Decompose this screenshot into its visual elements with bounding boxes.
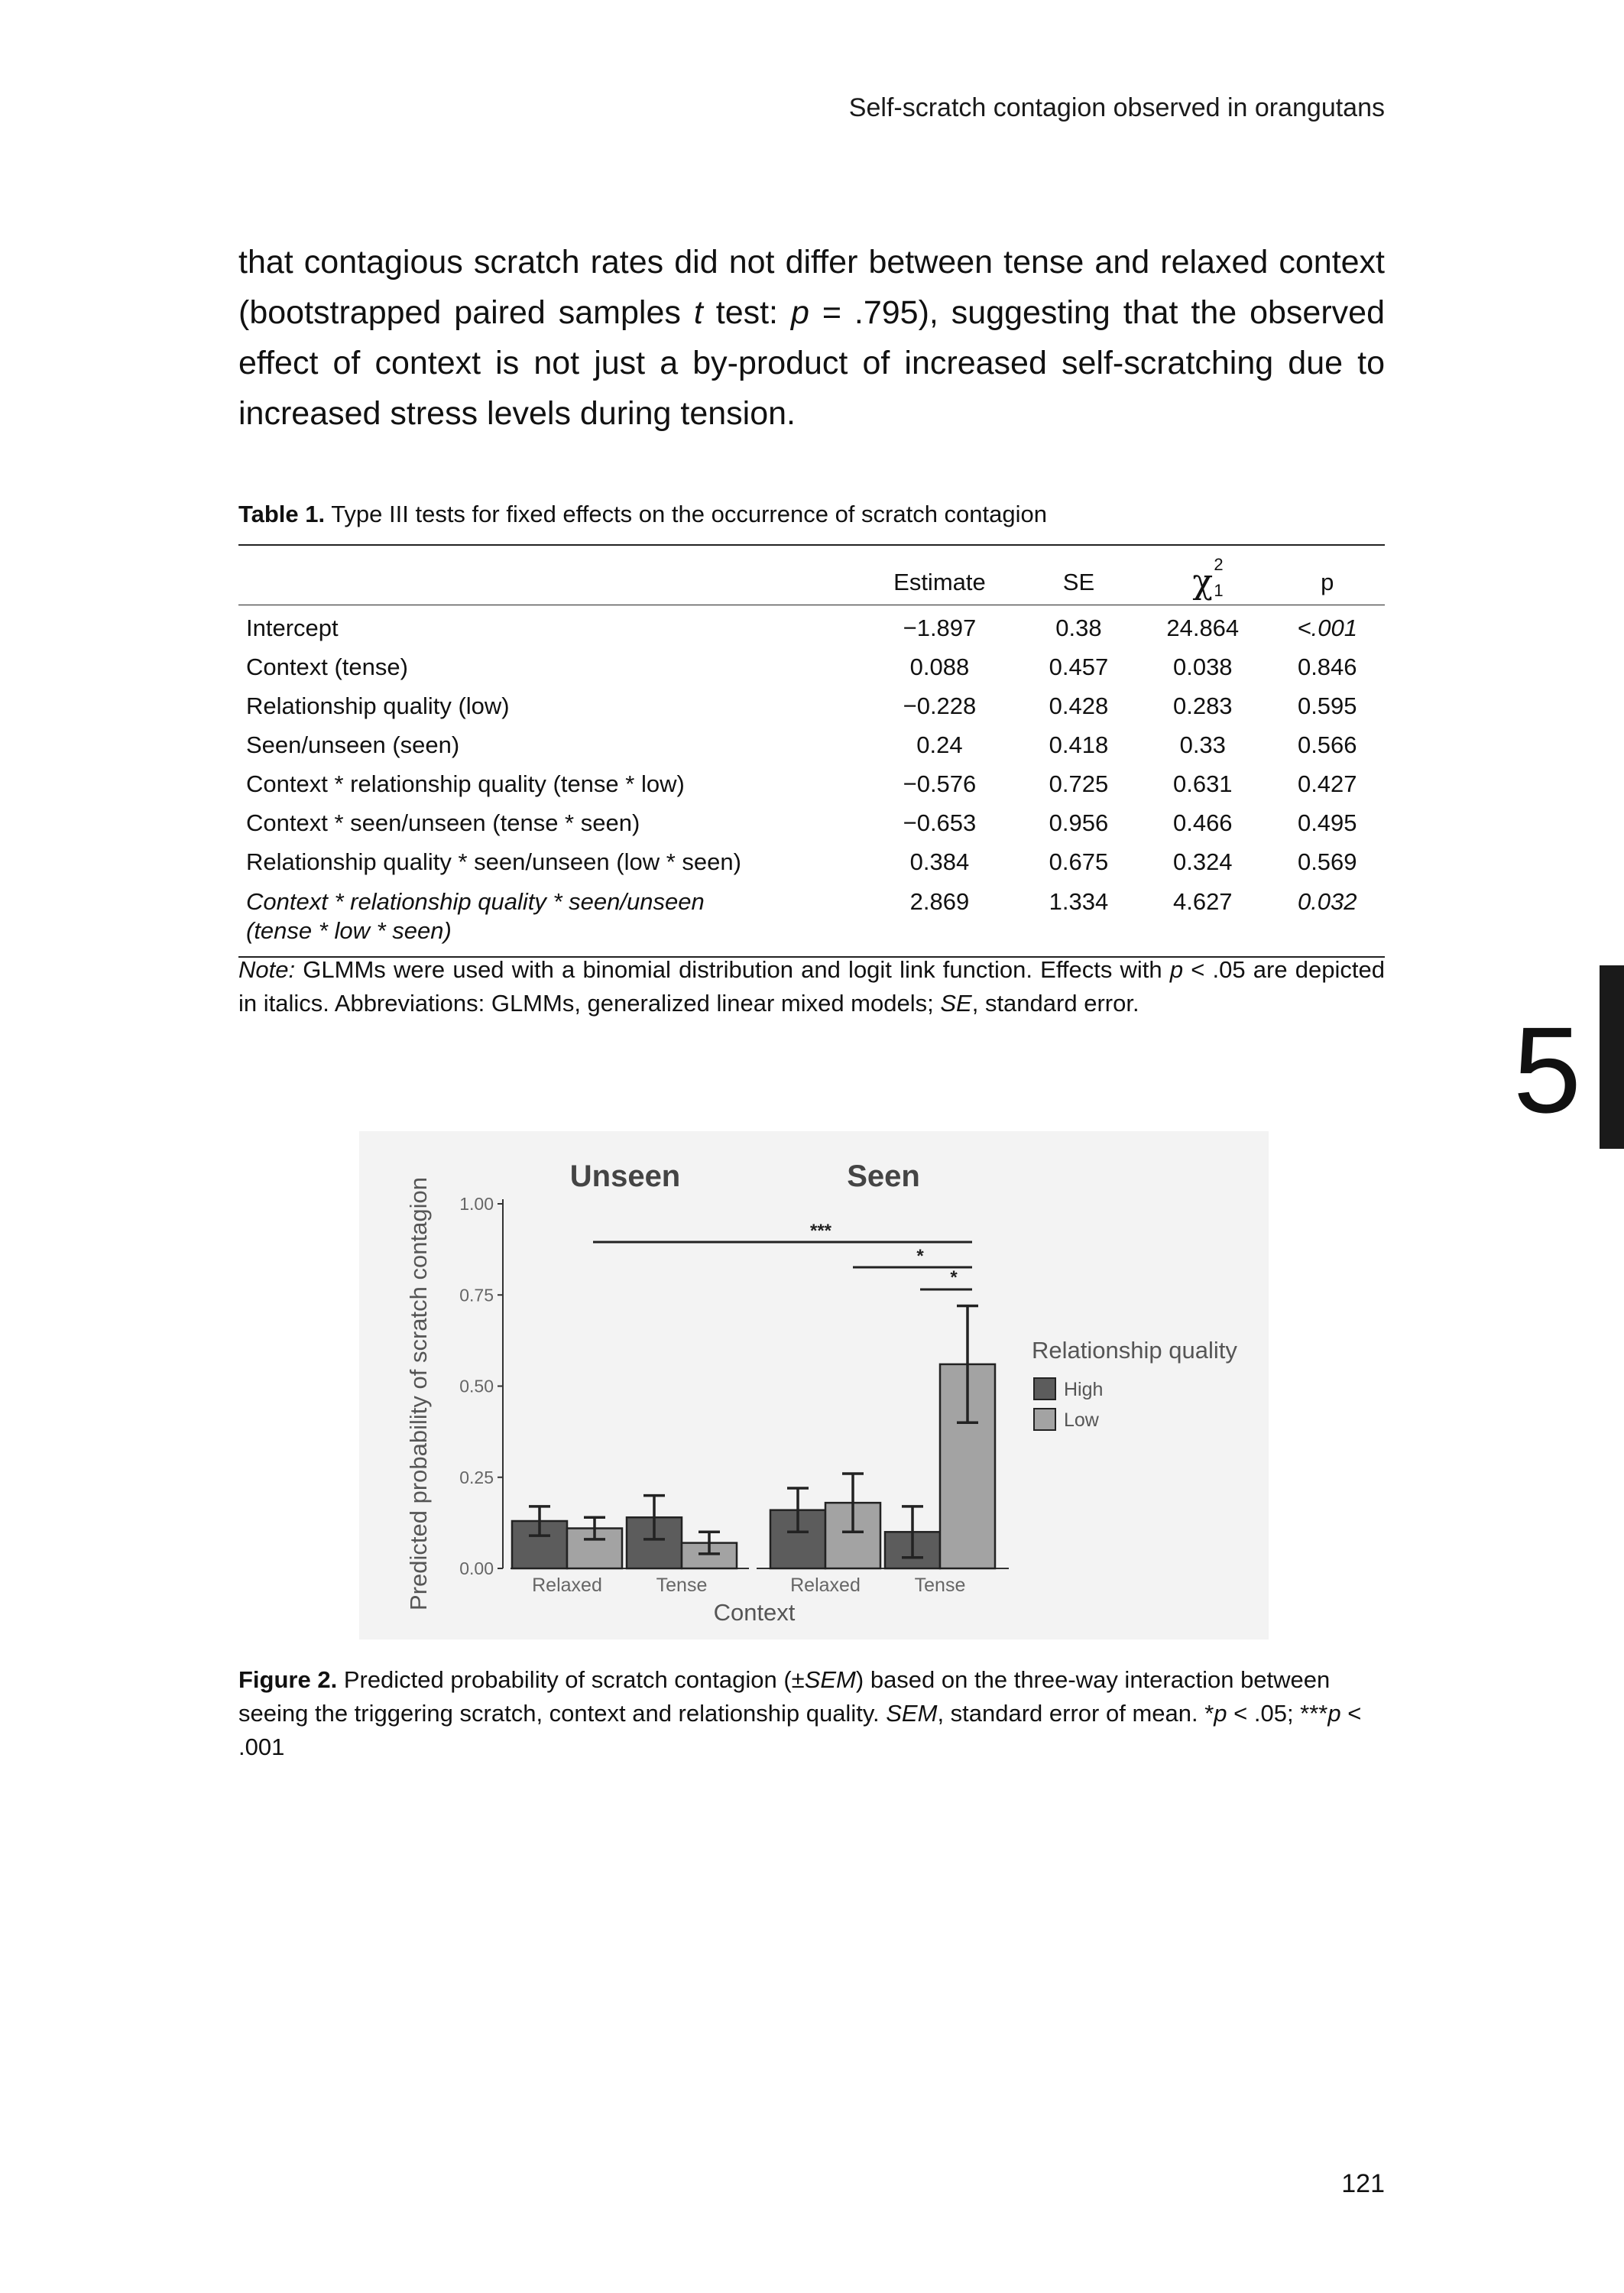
row-effect: Intercept	[246, 615, 339, 641]
row-se: 0.725	[1049, 770, 1109, 797]
y-tick-label: 0.50	[459, 1376, 494, 1396]
chapter-number: 5	[1513, 1001, 1581, 1138]
row-chi: 0.324	[1172, 848, 1233, 875]
figure-caption-text-3: , standard error of mean. *	[937, 1700, 1214, 1727]
chi-subscript: 1	[1214, 581, 1224, 600]
header-chi-square	[1136, 545, 1269, 605]
figure-caption	[238, 1663, 1385, 1764]
y-tick-label: 0.25	[459, 1467, 494, 1487]
y-tick-label: 0.75	[459, 1285, 494, 1305]
header-estimate: Estimate	[857, 545, 1022, 605]
row-estimate: 0.384	[909, 848, 970, 875]
row-estimate: −0.653	[903, 809, 977, 836]
row-effect: Relationship quality (low)	[246, 692, 510, 719]
table-note-se: SE	[940, 990, 972, 1017]
row-se: 0.457	[1049, 654, 1109, 680]
table-note-p: p	[1169, 956, 1184, 983]
paragraph-text-2: test:	[702, 294, 791, 331]
row-estimate: −0.228	[903, 692, 977, 719]
chi-symbol: χ	[1192, 563, 1214, 602]
body-paragraph	[238, 237, 1385, 439]
row-se: 0.675	[1049, 848, 1109, 875]
figure-caption-text-2: ) based on the three-way interaction between seeing the triggering scratch, context and relationship quality.	[238, 1666, 1331, 1727]
row-chi: 24.864	[1166, 615, 1240, 641]
legend-label-high: High	[1064, 1379, 1104, 1400]
row-chi: 4.627	[1172, 888, 1233, 915]
row-se: 1.334	[1049, 888, 1109, 915]
y-tick-label: 0.00	[459, 1558, 494, 1578]
table-row	[238, 766, 1385, 805]
legend-swatch-low	[1034, 1409, 1055, 1430]
running-head: Self-scratch contagion observed in orangutans	[848, 93, 1385, 122]
table-header-row	[238, 545, 1385, 605]
table-note-label: Note:	[238, 956, 296, 983]
figure-caption-label: Figure 2.	[238, 1666, 338, 1693]
x-tick-label: Relaxed	[790, 1575, 861, 1596]
row-chi: 0.466	[1172, 809, 1233, 836]
fixed-effects-table	[238, 544, 1385, 958]
chapter-tab-bar	[1600, 965, 1624, 1149]
row-p: <.001	[1297, 615, 1357, 641]
table-row	[238, 649, 1385, 688]
paragraph-p-italic: p	[790, 294, 809, 331]
row-effect-line-1: Context * relationship quality * seen/unseen	[246, 888, 705, 915]
row-se: 0.428	[1049, 692, 1109, 719]
bar-chart	[359, 1131, 1269, 1639]
row-effect: Context * seen/unseen (tense * seen)	[246, 809, 640, 836]
table-row	[238, 605, 1385, 650]
page-number: 121	[1341, 2169, 1385, 2198]
row-p: 0.427	[1297, 770, 1357, 797]
row-se: 0.418	[1049, 731, 1109, 758]
table-row	[238, 883, 1385, 957]
row-se: 0.956	[1049, 809, 1109, 836]
table-note-text-3: , standard error.	[971, 990, 1139, 1017]
row-p: 0.495	[1297, 809, 1357, 836]
figure-2	[359, 1131, 1269, 1639]
row-p: 0.569	[1297, 848, 1357, 875]
row-chi: 0.038	[1172, 654, 1233, 680]
x-tick-label: Tense	[656, 1575, 708, 1596]
significance-label: *	[916, 1246, 924, 1267]
row-effect: Context * relationship quality (tense * low)	[246, 770, 685, 797]
figure-caption-text-1: Predicted probability of scratch contagion (±	[337, 1666, 805, 1693]
legend-title: Relationship quality	[1032, 1337, 1237, 1364]
row-effect: Seen/unseen (seen)	[246, 731, 460, 758]
table-row	[238, 727, 1385, 766]
figure-caption-sem-1: SEM	[804, 1666, 856, 1693]
x-tick-label: Tense	[914, 1575, 966, 1596]
row-p: 0.846	[1297, 654, 1357, 680]
row-effect	[238, 883, 857, 957]
row-p: 0.032	[1297, 888, 1357, 915]
row-p: 0.595	[1297, 692, 1357, 719]
row-chi: 0.631	[1172, 770, 1233, 797]
table-row	[238, 844, 1385, 883]
paragraph-t-italic: t	[693, 294, 703, 331]
legend-label-low: Low	[1064, 1409, 1099, 1431]
table-row	[238, 805, 1385, 844]
figure-caption-p-2: p	[1327, 1700, 1341, 1727]
table-note-text-1: GLMMs were used with a binomial distribution and logit link function. Effects with	[295, 956, 1170, 983]
row-chi: 0.283	[1172, 692, 1233, 719]
row-effect-line-2: (tense * low * seen)	[246, 917, 452, 944]
row-effect: Relationship quality * seen/unseen (low * seen)	[246, 848, 741, 875]
paragraph-text-1: that contagious scratch rates did not differ between tense and relaxed context (bootstrapped paired samples	[238, 244, 1385, 331]
row-estimate: 0.088	[909, 654, 970, 680]
significance-label: *	[950, 1267, 958, 1288]
header-se: SE	[1022, 545, 1136, 605]
header-effect	[238, 545, 857, 605]
table-note	[238, 953, 1385, 1020]
y-tick-label: 1.00	[459, 1194, 494, 1214]
table-caption	[238, 501, 1385, 528]
panel-title-unseen: Unseen	[569, 1159, 681, 1193]
panel-title-seen: Seen	[847, 1159, 920, 1193]
table-row	[238, 688, 1385, 727]
row-estimate: 2.869	[909, 888, 970, 915]
y-axis-title: Predicted probability of scratch contagion	[405, 1177, 432, 1610]
figure-caption-sem-2: SEM	[886, 1700, 938, 1727]
row-estimate: 0.24	[916, 731, 963, 758]
row-se: 0.38	[1055, 615, 1102, 641]
row-estimate: −1.897	[903, 615, 977, 641]
row-chi: 0.33	[1179, 731, 1226, 758]
figure-caption-text-4: < .05; ***	[1227, 1700, 1328, 1727]
header-p: p	[1270, 545, 1386, 605]
figure-caption-p-1: p	[1214, 1700, 1227, 1727]
table-note-text-2: < .05 are depicted in italics. Abbreviations: GLMMs, generalized linear mixed models;	[238, 956, 1385, 1017]
row-estimate: −0.576	[903, 770, 977, 797]
paragraph-text-3: = .795), suggesting that the observed effect of context is not just a by-product of increased self-scratching due to increased stress levels during tension.	[238, 294, 1385, 432]
legend-swatch-high	[1034, 1378, 1055, 1399]
table-caption-text: Type III tests for fixed effects on the occurrence of scratch contagion	[325, 501, 1048, 527]
row-p: 0.566	[1297, 731, 1357, 758]
table-caption-label: Table 1.	[238, 501, 326, 527]
significance-label: ***	[809, 1221, 832, 1241]
chi-superscript: 2	[1214, 555, 1224, 574]
figure-caption-text-5: < .001	[238, 1700, 1362, 1760]
x-axis-title: Context	[713, 1599, 796, 1626]
row-effect: Context (tense)	[246, 654, 408, 680]
x-tick-label: Relaxed	[532, 1575, 602, 1596]
